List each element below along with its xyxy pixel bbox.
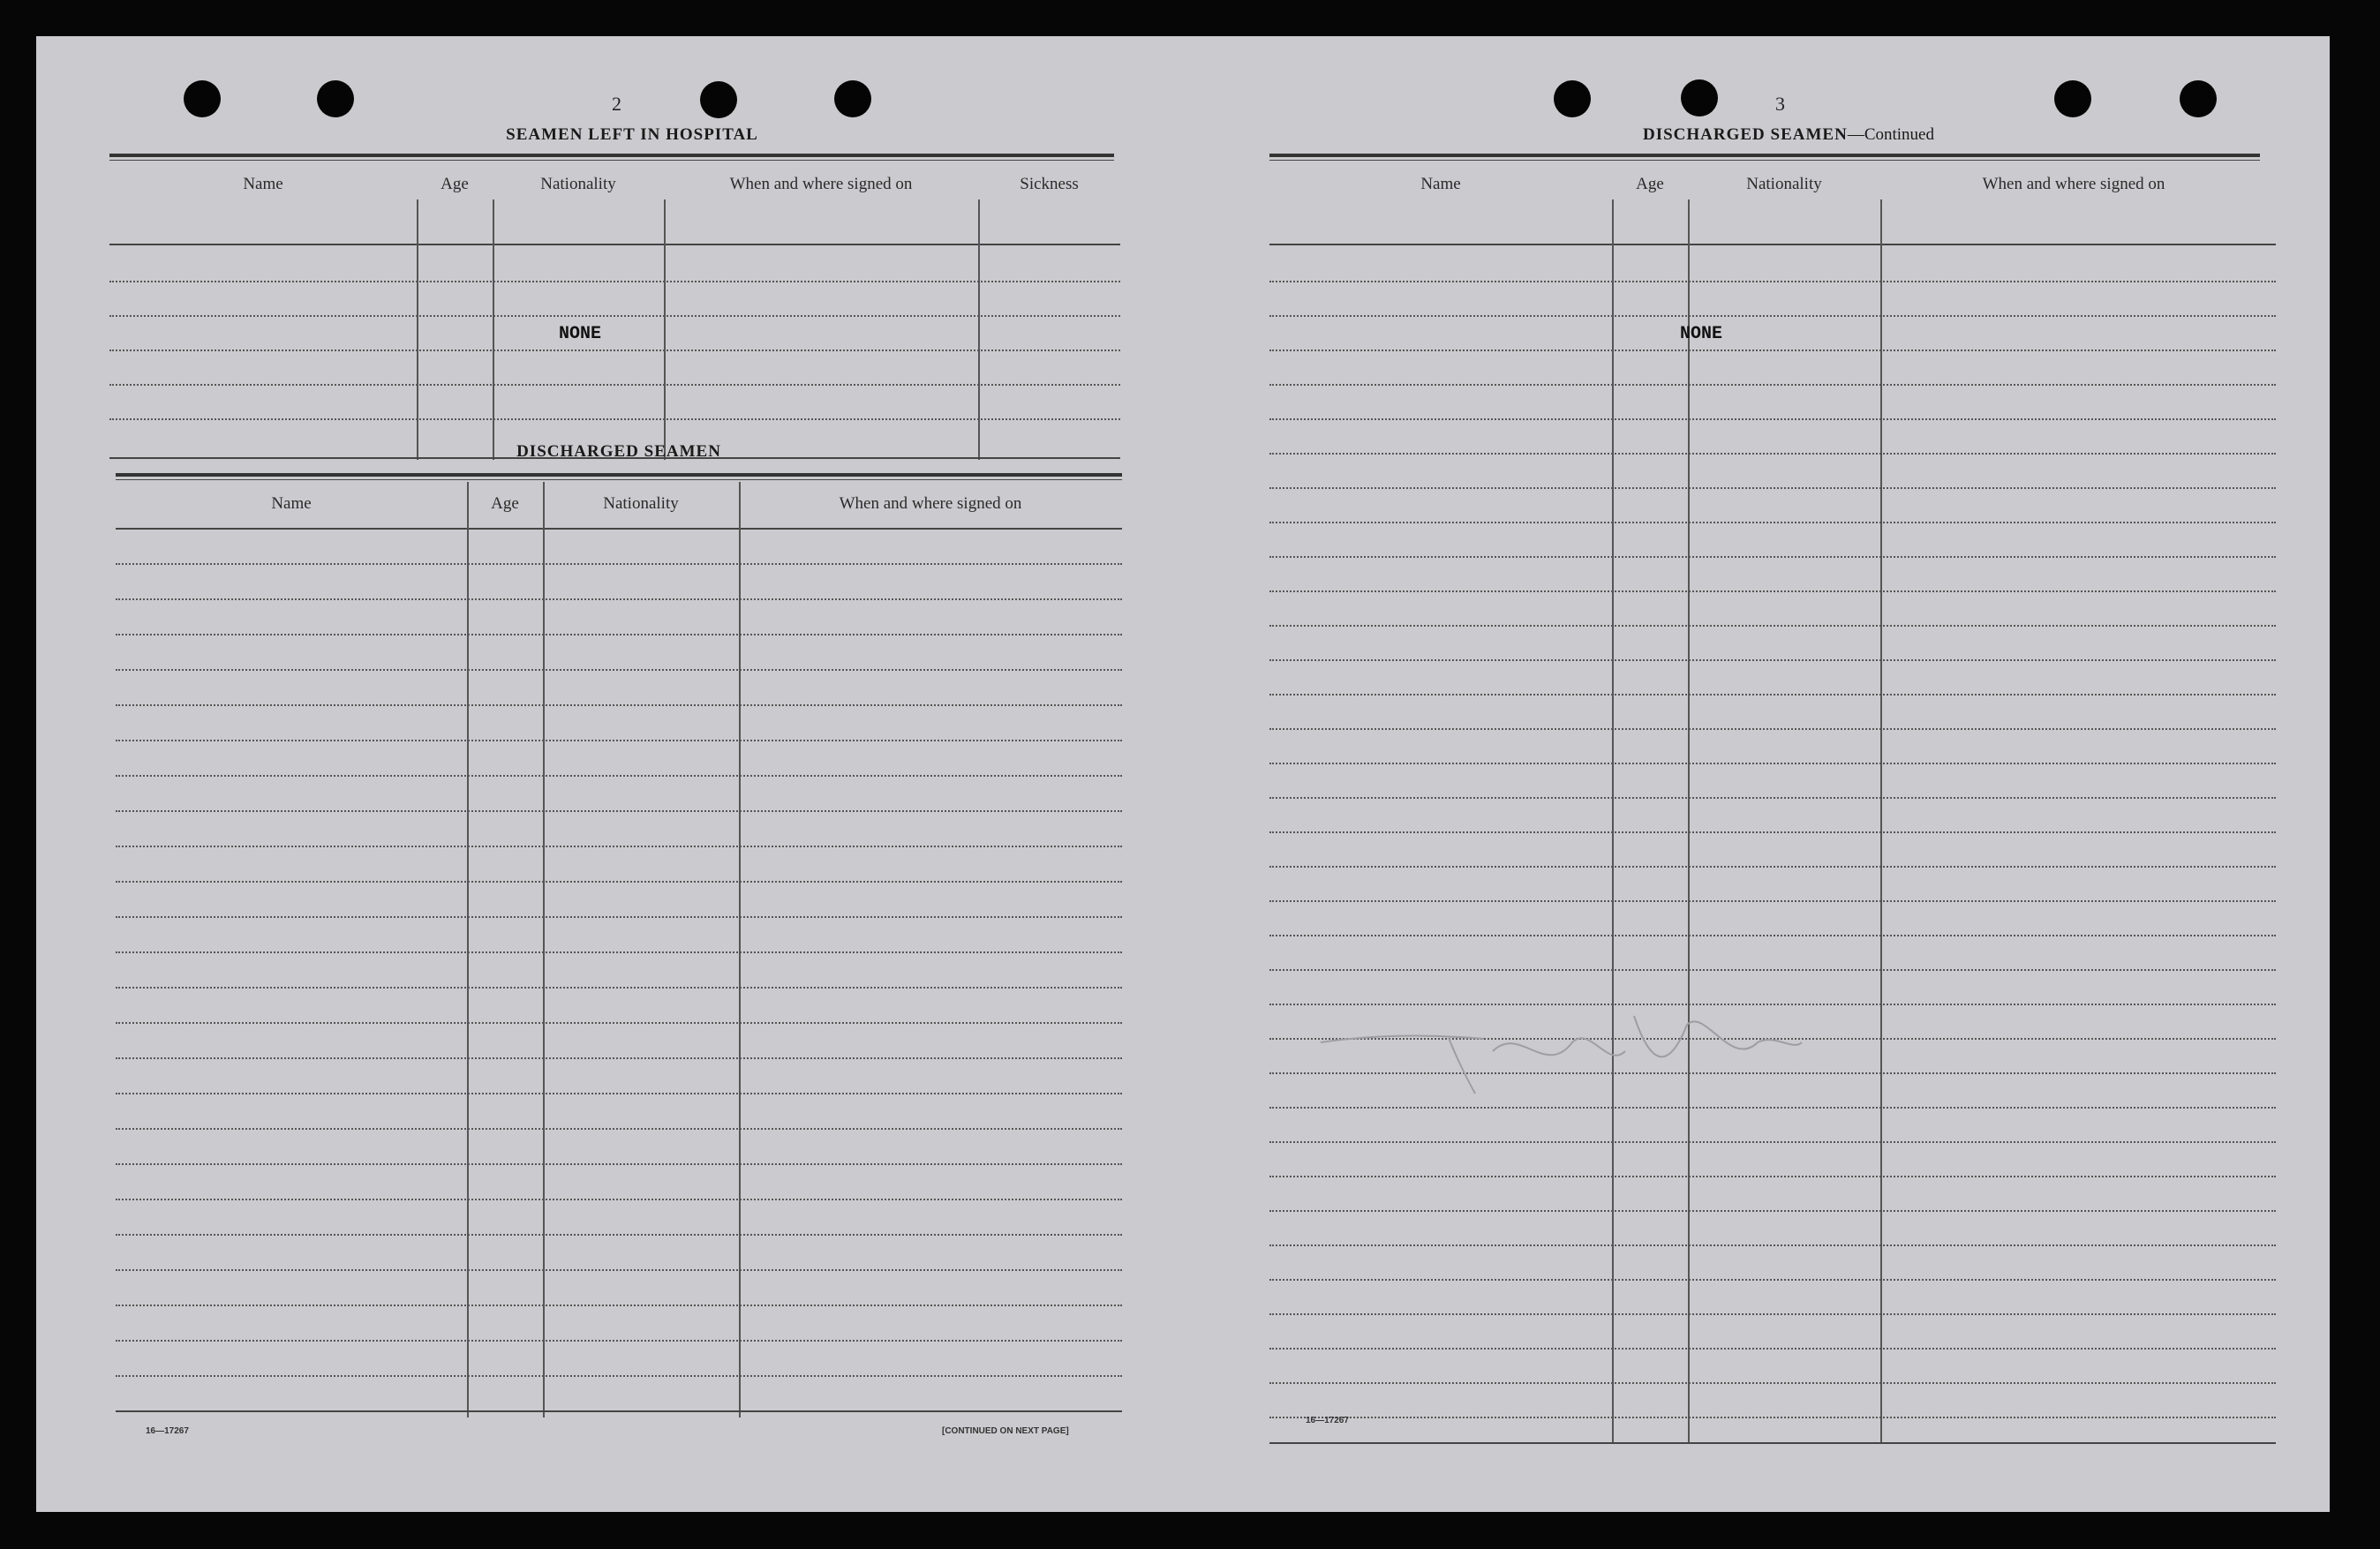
table-row — [116, 634, 1122, 635]
punch-hole — [2180, 80, 2217, 117]
col-header-name: Name — [1420, 175, 1461, 193]
table-row — [116, 881, 1122, 883]
header-divider — [1269, 244, 2276, 245]
table-row — [116, 1375, 1122, 1377]
table-bottom-rule — [116, 1410, 1122, 1412]
continued-note: [CONTINUED ON NEXT PAGE] — [942, 1426, 1069, 1436]
table-row — [116, 704, 1122, 706]
col-header-age: Age — [1636, 175, 1664, 193]
table-row — [116, 1269, 1122, 1271]
table-row — [109, 281, 1120, 282]
table-row — [116, 1305, 1122, 1306]
punch-hole — [317, 80, 354, 117]
table-row — [116, 810, 1122, 812]
table-row — [1269, 900, 2276, 902]
table-row — [116, 598, 1122, 600]
table-row — [1269, 866, 2276, 868]
column-divider — [1688, 199, 1690, 1444]
document-sheet — [36, 36, 2330, 1512]
header-divider — [109, 244, 1120, 245]
table-row — [116, 1093, 1122, 1094]
hospital-title-rule-thin — [109, 160, 1114, 161]
discharged-continued-title — [1272, 125, 2305, 145]
col-header-nationality: Nationality — [1746, 175, 1822, 193]
punch-hole — [700, 81, 737, 118]
table-row — [1269, 969, 2276, 971]
page-number-left: 2 — [612, 93, 621, 115]
hospital-table — [109, 162, 1120, 460]
form-number-right: 16—17267 — [1306, 1416, 1349, 1425]
table-row — [116, 740, 1122, 741]
table-row — [1269, 281, 2276, 282]
col-header-age: Age — [491, 494, 519, 513]
table-row — [1269, 453, 2276, 455]
table-row — [109, 350, 1120, 351]
table-row — [116, 1022, 1122, 1024]
table-row — [109, 418, 1120, 420]
punch-hole — [1681, 79, 1718, 117]
table-row — [116, 1057, 1122, 1059]
column-divider — [1880, 199, 1882, 1444]
table-row — [1269, 556, 2276, 558]
column-divider — [417, 199, 418, 460]
discharged-none-entry: NONE — [1680, 324, 1723, 344]
table-row — [1269, 625, 2276, 627]
table-row — [1269, 315, 2276, 317]
faint-signature — [1316, 989, 1811, 1113]
table-row — [1269, 487, 2276, 489]
punch-hole — [184, 80, 221, 117]
table-bottom-rule — [1269, 1442, 2276, 1444]
discharged-table-left — [116, 482, 1122, 1417]
col-header-nationality: Nationality — [540, 175, 616, 193]
page-number-right: 3 — [1775, 93, 1785, 115]
table-row — [1269, 590, 2276, 592]
form-number-left: 16—17267 — [146, 1426, 189, 1436]
column-divider — [664, 199, 666, 460]
table-row — [1269, 1210, 2276, 1212]
col-header-name: Name — [271, 494, 312, 513]
table-row — [1269, 1348, 2276, 1350]
table-row — [1269, 1313, 2276, 1315]
column-divider — [739, 482, 741, 1417]
table-row — [116, 1340, 1122, 1342]
table-row — [116, 916, 1122, 918]
table-row — [1269, 418, 2276, 420]
table-row — [1269, 659, 2276, 661]
discharged-table-right — [1269, 162, 2276, 1444]
col-header-sickness: Sickness — [1020, 175, 1079, 193]
table-row — [1269, 1244, 2276, 1246]
right-title-rule — [1269, 154, 2260, 157]
discharged-continued-suffix: —Continued — [1847, 125, 1934, 144]
right-title-rule-thin — [1269, 160, 2260, 161]
hospital-none-entry: NONE — [559, 324, 602, 344]
column-divider — [1612, 199, 1614, 1444]
table-row — [1269, 935, 2276, 936]
column-divider — [543, 482, 545, 1417]
hospital-title: SEAMEN LEFT IN HOSPITAL — [506, 125, 758, 144]
table-row — [1269, 1279, 2276, 1281]
col-header-nationality: Nationality — [603, 494, 679, 513]
table-row — [116, 1128, 1122, 1130]
col-header-when-where: When and where signed on — [1982, 175, 2165, 193]
punch-hole — [834, 80, 871, 117]
table-row — [116, 1234, 1122, 1236]
header-divider — [116, 528, 1122, 530]
table-row — [109, 384, 1120, 386]
table-row — [1269, 763, 2276, 764]
column-divider — [493, 199, 494, 460]
table-row — [1269, 384, 2276, 386]
col-header-name: Name — [243, 175, 283, 193]
table-row — [116, 1199, 1122, 1200]
table-row — [116, 987, 1122, 989]
table-row — [116, 951, 1122, 953]
table-row — [116, 846, 1122, 847]
col-header-when-where: When and where signed on — [839, 494, 1022, 513]
table-row — [116, 669, 1122, 671]
col-header-age: Age — [441, 175, 469, 193]
table-row — [116, 563, 1122, 565]
table-row — [116, 1163, 1122, 1165]
table-row — [1269, 728, 2276, 730]
table-row — [1269, 1141, 2276, 1143]
discharged-title-rule — [116, 473, 1122, 477]
discharged-continued-title-main: DISCHARGED SEAMEN — [1642, 125, 1848, 144]
discharged-title-rule-thin — [116, 479, 1122, 480]
table-row — [1269, 694, 2276, 696]
table-row — [1269, 1382, 2276, 1384]
table-row — [1269, 797, 2276, 799]
table-row — [1269, 522, 2276, 523]
column-divider — [978, 199, 980, 460]
col-header-when-where: When and where signed on — [729, 175, 913, 193]
punch-hole — [2054, 80, 2091, 117]
table-row — [1269, 350, 2276, 351]
discharged-title: DISCHARGED SEAMEN — [516, 442, 721, 461]
table-row — [1269, 831, 2276, 833]
table-row — [116, 775, 1122, 777]
table-row — [1269, 1176, 2276, 1177]
column-divider — [467, 482, 469, 1417]
table-row — [1269, 1417, 2276, 1418]
table-row — [109, 315, 1120, 317]
punch-hole — [1554, 80, 1591, 117]
hospital-title-rule — [109, 154, 1114, 157]
